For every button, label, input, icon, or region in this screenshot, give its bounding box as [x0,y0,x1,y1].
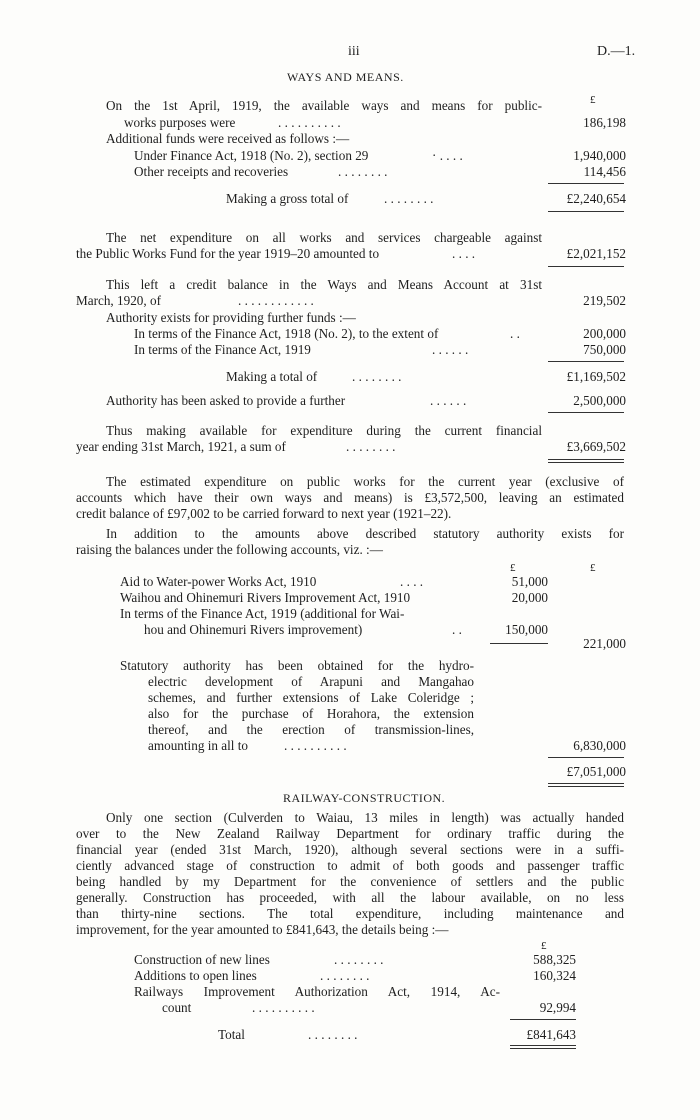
railways-improvement-line-2: count [162,1000,192,1015]
net-expenditure-line-1: The net expenditure on all works and services chargeable against [106,230,542,245]
leader-dots: . . . . . . . . . . . . [238,293,314,308]
hydro-line-1: Statutory authority has been obtained for the hydro- [120,658,474,673]
railway-para-line-7: than thirty-nine sections. The total expenditure, including maintenance and [76,906,624,921]
grand-total: £7,051,000 [566,764,626,779]
railways-improvement-line-1: Railways Improvement Authorization Act, 1914, Ac- [134,984,500,999]
available-line-1: Thus making available for expenditure during the current financial [106,423,542,438]
rule [510,1045,576,1046]
hydro-line-2: electric development of Arapuni and Mangahao [148,674,474,689]
other-receipts-amount: 114,456 [583,164,626,179]
leader-dots: . . [452,622,462,637]
hydro-amount: 6,830,000 [573,738,626,753]
new-lines-amount: 588,325 [533,952,576,967]
rule [510,1048,576,1049]
railway-para-line-6: generally. Construction has proceeded, with all the labour available, on no less [76,890,624,905]
open-lines-label: Additions to open lines [134,968,257,983]
further-authority-amount: 2,500,000 [573,393,626,408]
leader-dots: . . . . . . . . [346,439,396,454]
leader-dots: . . . . [452,246,476,261]
net-expenditure-amount: £2,021,152 [566,246,626,261]
authority-1918-amount: 200,000 [583,326,626,341]
making-total-amount: £1,169,502 [566,369,626,384]
additional-funds-intro: Additional funds were received as follows :— [106,131,350,146]
railways-improvement-amount: 92,994 [539,1000,576,1015]
finance-act-1919-line-2: hou and Ohinemuri Rivers improvement) [144,622,363,637]
authority-1919-amount: 750,000 [583,342,626,357]
railway-para-line-2: over to the New Zealand Railway Department for ordinary traffic during the [76,826,624,841]
leader-dots: . . . . . . . . . . [278,115,341,130]
waihou-amount: 20,000 [511,590,548,605]
statutory-line-2: raising the balances under the following accounts, viz. :— [76,542,383,557]
waihou-label: Waihou and Ohinemuri Rivers Improvement Act, 1910 [120,590,411,605]
railway-para-line-1: Only one section (Culverden to Waiau, 13 miles in length) was actually handed [106,810,624,825]
leader-dots: . . . . . . . . [338,164,388,179]
leader-dots: . . . . . . . . [334,952,384,967]
rule [548,459,624,460]
rule [490,643,548,644]
authority-intro: Authority exists for providing further funds :— [106,310,356,325]
leader-dots: . . [510,326,520,341]
water-power-label: Aid to Water-power Works Act, 1910 [120,574,317,589]
rule [510,1019,576,1020]
leader-dots: . . . . . . . . . . [284,738,347,753]
railway-total-amount: £841,643 [526,1027,576,1042]
credit-balance-line-2: March, 1920, of [76,293,161,308]
hydro-line-5: thereof, and the erection of transmission-lines, [148,722,474,737]
document-reference: D.—1. [597,44,636,59]
currency-symbol: £ [590,94,596,106]
statutory-subtotal: 221,000 [583,636,626,651]
hydro-line-4: also for the purchase of Horahora, the extension [148,706,474,721]
other-receipts-label: Other receipts and recoveries [134,164,289,179]
leader-dots: . . . . . . . . . . [252,1000,315,1015]
opening-line-2: works purposes were [124,115,236,130]
estimate-line-3: credit balance of £97,002 to be carried forward to next year (1921–22). [76,506,452,521]
page-number: iii [348,44,360,59]
available-amount: £3,669,502 [566,439,626,454]
rule [548,266,624,267]
statutory-line-1: In addition to the amounts above described statutory authority exists for [106,526,624,541]
rule [548,786,624,787]
rule [548,412,624,413]
railway-para-line-5: being handled by my Department for the convenience of settlers and the public [76,874,624,889]
rule [548,462,624,463]
hydro-line-3: schemes, and further extensions of Lake Coleridge ; [148,690,474,705]
estimate-line-2: accounts which have their own ways and means) is £3,572,500, leaving an estimated [76,490,624,505]
leader-dots: . . . . . . . . [308,1027,358,1042]
finance-act-1918-label: Under Finance Act, 1918 (No. 2), section 29 [134,148,369,163]
railway-total-label: Total [218,1027,245,1042]
railway-para-line-3: financial year (ended 31st March, 1920), although several sections were in a suffi- [76,842,624,857]
opening-amount: 186,198 [583,115,626,130]
section-heading-ways-and-means: WAYS AND MEANS. [287,70,404,84]
rule [548,757,624,758]
railway-para-line-4: ciently advanced stage of construction to admit of both goods and passenger traffic [76,858,624,873]
leader-dots: · . . . . [432,148,463,163]
rule [548,211,624,212]
currency-symbol-col1: £ [510,562,516,574]
leader-dots: . . . . . . . . [384,191,434,206]
section-heading-railway-construction: RAILWAY-CONSTRUCTION. [283,791,446,805]
leader-dots: . . . . . . [430,393,467,408]
new-lines-label: Construction of new lines [134,952,270,967]
net-expenditure-line-2: the Public Works Fund for the year 1919–20 amounted to [76,246,380,261]
hydro-line-6: amounting in all to [148,738,248,753]
estimate-line-1: The estimated expenditure on public works for the current year (exclusive of [106,474,624,489]
gross-total-amount: £2,240,654 [566,191,626,206]
opening-line-1: On the 1st April, 1919, the available ways and means for public- [106,98,542,113]
currency-symbol-col2: £ [590,562,596,574]
leader-dots: . . . . [400,574,424,589]
gross-total-label: Making a gross total of [226,191,349,206]
finance-act-1919-amount: 150,000 [505,622,548,637]
finance-act-1918-amount: 1,940,000 [573,148,626,163]
available-line-2: year ending 31st March, 1921, a sum of [76,439,286,454]
finance-act-1919-line-1: In terms of the Finance Act, 1919 (additional for Wai- [120,606,405,621]
rule [548,361,624,362]
further-authority-label: Authority has been asked to provide a further [106,393,346,408]
leader-dots: . . . . . . . . [320,968,370,983]
water-power-amount: 51,000 [511,574,548,589]
leader-dots: . . . . . . [432,342,469,357]
open-lines-amount: 160,324 [533,968,576,983]
credit-balance-amount: 219,502 [583,293,626,308]
railway-currency-symbol: £ [541,940,547,952]
making-total-label: Making a total of [226,369,318,384]
authority-1919-label: In terms of the Finance Act, 1919 [134,342,311,357]
authority-1918-label: In terms of the Finance Act, 1918 (No. 2), to the extent of [134,326,439,341]
credit-balance-line-1: This left a credit balance in the Ways and Means Account at 31st [106,277,542,292]
railway-para-line-8: improvement, for the year amounted to £841,643, the details being :— [76,922,449,937]
leader-dots: . . . . . . . . [352,369,402,384]
rule [548,183,624,184]
rule [548,783,624,784]
